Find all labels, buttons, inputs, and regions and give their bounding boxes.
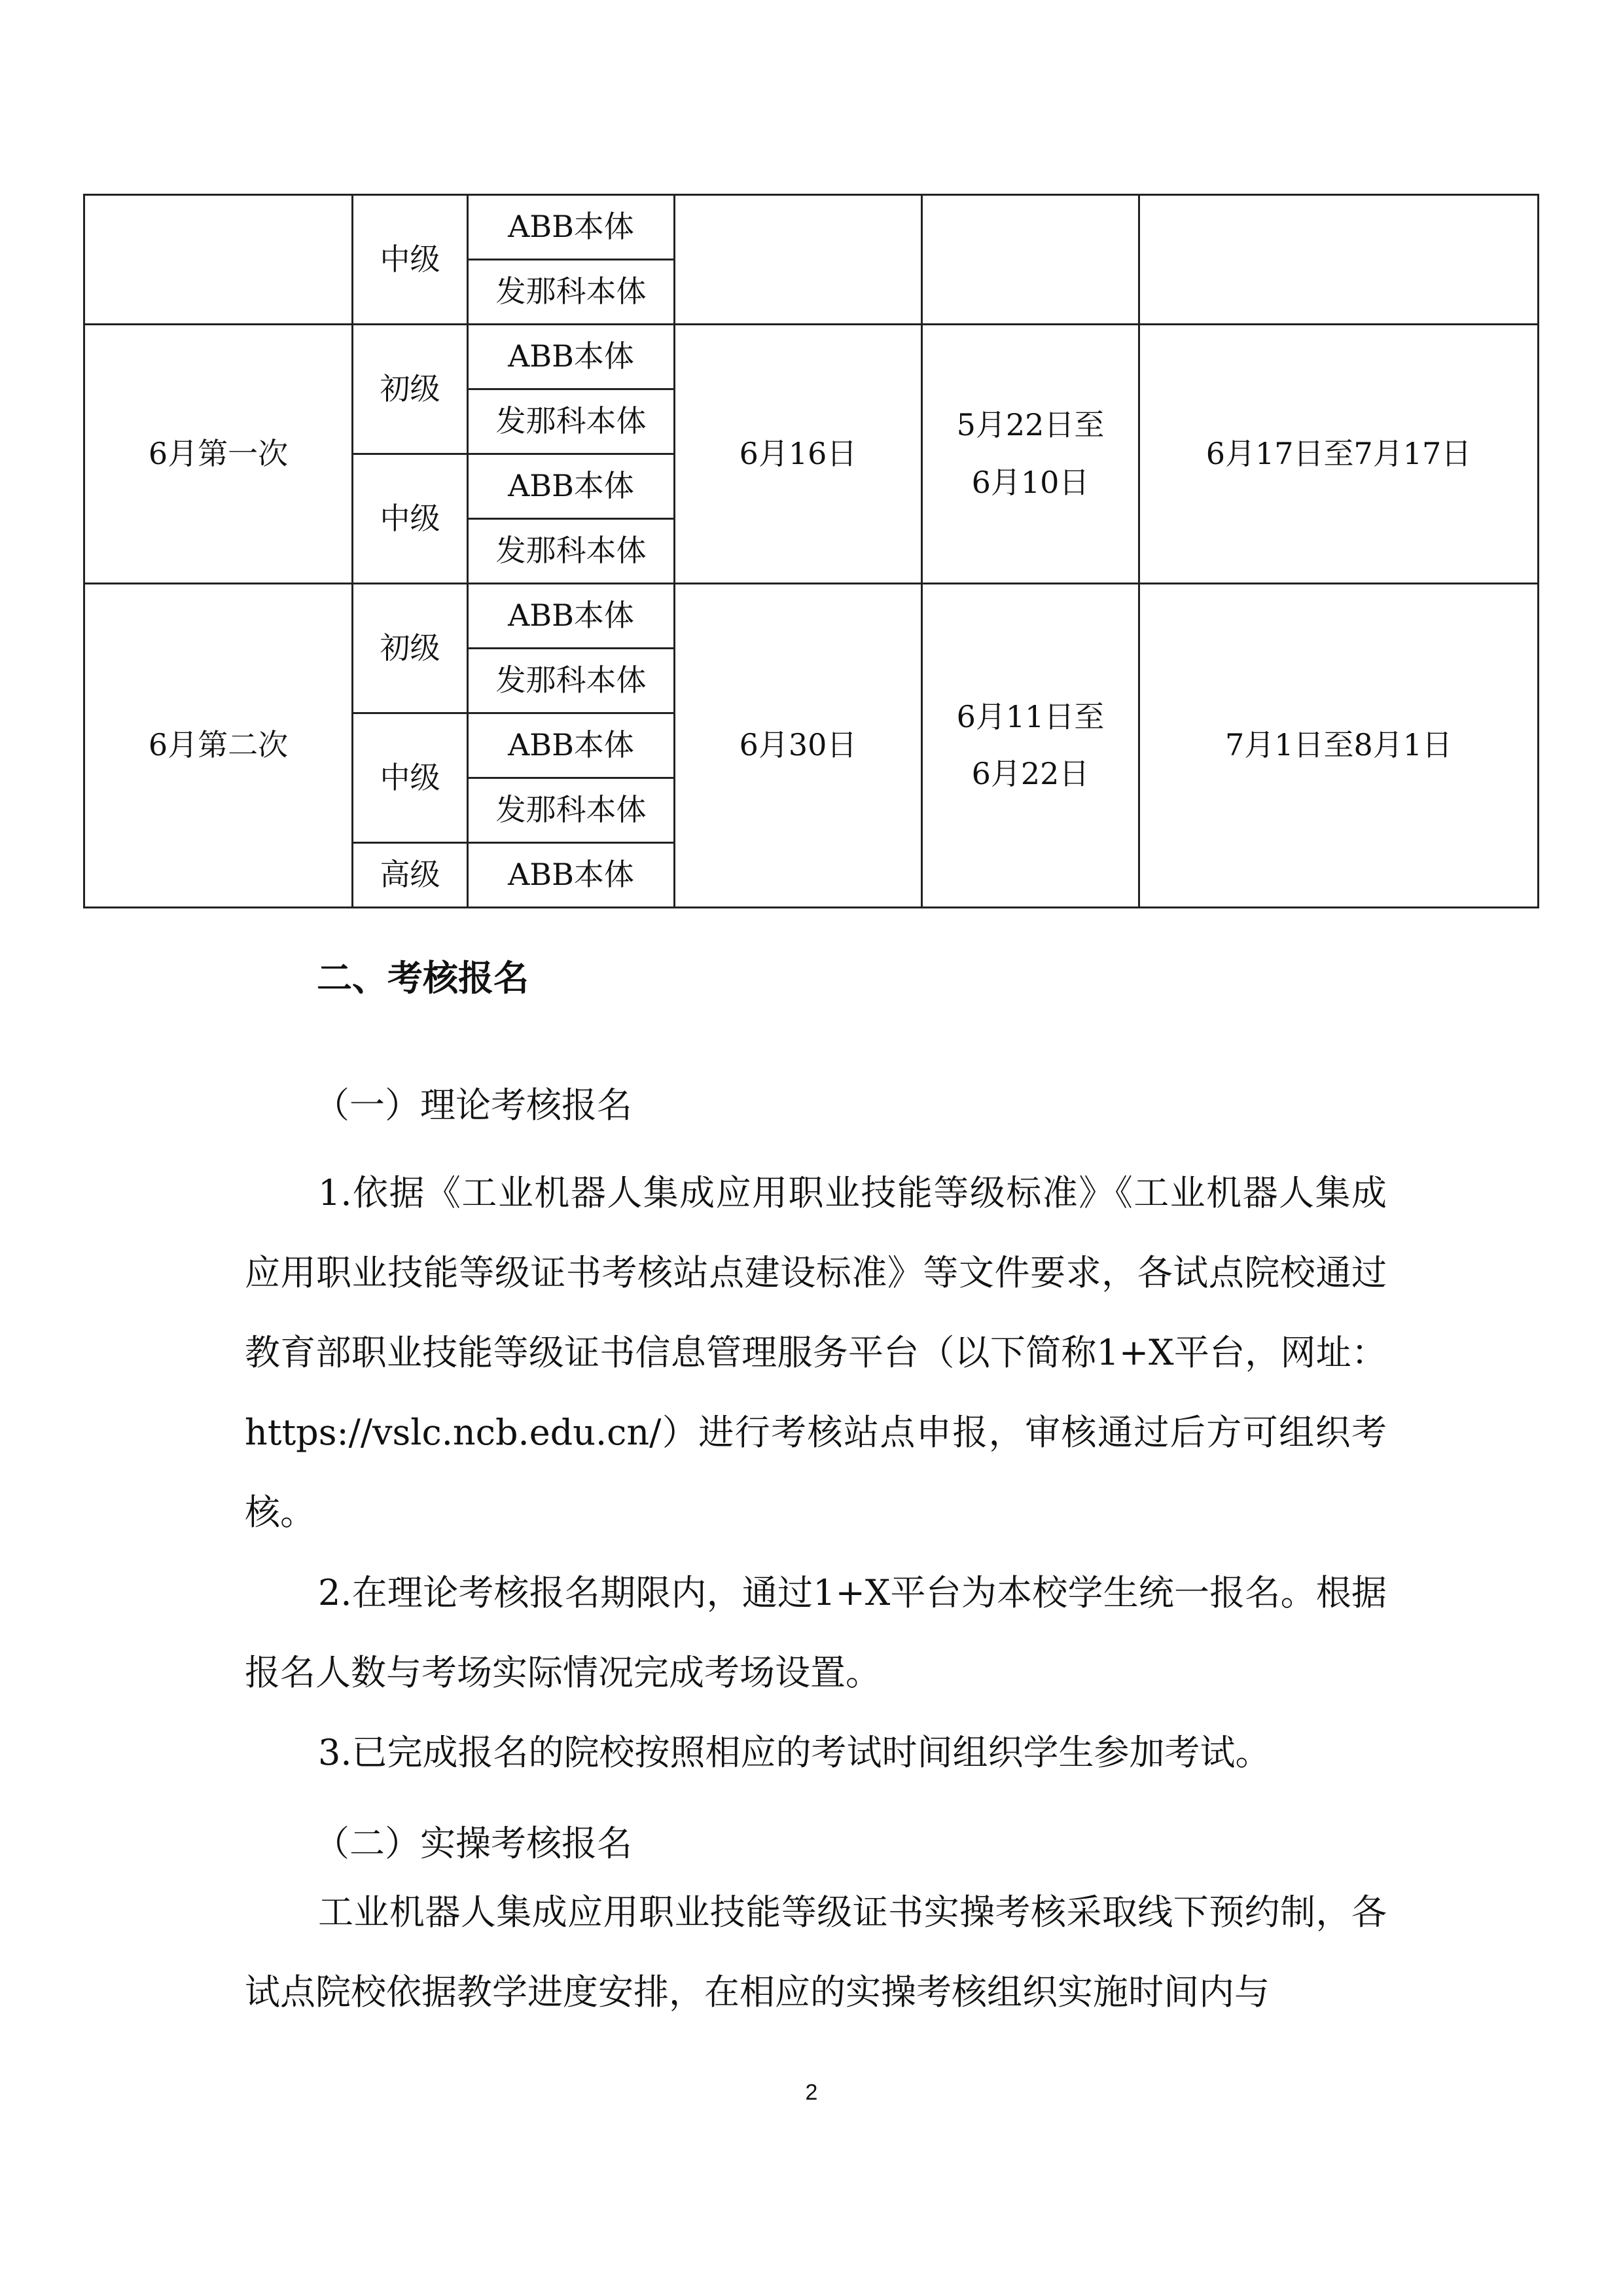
batch-cell: 6月第二次 [84, 584, 353, 908]
registration-end: 6月22日 [971, 756, 1090, 791]
paragraph-1: 1.依据《工业机器人集成应用职业技能等级标准》《工业机器人集成应用职业技能等级证书考核站点建设标准》等文件要求，各试点院校通过教育部职业技能等级证书信息管理服务平台（以下简称1+X平台，网址：https://vslc.ncb.edu.cn/）进行考核站点申报，审核通过后方可组织考核。 [245, 1172, 1387, 1533]
theory-date-cell [675, 195, 922, 325]
batch-cell: 6月第一次 [84, 325, 353, 584]
registration-period-cell [922, 325, 1139, 584]
schedule-table [83, 194, 1539, 908]
table-row [84, 584, 1539, 649]
subsection-theory-title: （一）理论考核报名 [314, 1085, 632, 1126]
paragraph-3: 3.已完成报名的院校按照相应的考试时间组织学生参加考试。 [318, 1732, 1271, 1773]
theory-date-cell: 6月30日 [675, 584, 922, 908]
model-cell: ABB本体 [468, 195, 675, 260]
level-cell: 中级 [353, 454, 468, 584]
registration-period-cell [922, 195, 1139, 325]
model-cell: 发那科本体 [468, 649, 675, 713]
table-row [84, 195, 1539, 260]
model-cell: ABB本体 [468, 584, 675, 649]
practical-period-cell: 6月17日至7月17日 [1139, 325, 1539, 584]
page-number: 2 [805, 2080, 818, 2105]
model-cell: 发那科本体 [468, 519, 675, 584]
model-cell: ABB本体 [468, 325, 675, 389]
registration-end: 6月10日 [971, 464, 1090, 500]
model-cell: ABB本体 [468, 454, 675, 519]
theory-date-cell: 6月16日 [675, 325, 922, 584]
level-cell: 高级 [353, 843, 468, 908]
practical-period-cell [1139, 195, 1539, 325]
registration-period-cell [922, 584, 1139, 908]
level-cell: 中级 [353, 195, 468, 325]
registration-start: 5月22日至 [956, 407, 1105, 443]
model-cell: ABB本体 [468, 843, 675, 908]
level-cell: 初级 [353, 325, 468, 454]
paragraph-2: 2.在理论考核报名期限内，通过1+X平台为本校学生统一报名。根据报名人数与考场实际情况完成考场设置。 [245, 1572, 1387, 1693]
subsection-practical-title: （二）实操考核报名 [314, 1823, 632, 1864]
level-cell: 中级 [353, 713, 468, 843]
practical-period-cell: 7月1日至8月1日 [1139, 584, 1539, 908]
model-cell: 发那科本体 [468, 260, 675, 325]
paragraph-4: 工业机器人集成应用职业技能等级证书实操考核采取线下预约制，各试点院校依据教学进度安排，在相应的实操考核组织实施时间内与 [245, 1892, 1387, 2013]
registration-start: 6月11日至 [956, 698, 1105, 734]
batch-cell [84, 195, 353, 325]
model-cell: 发那科本体 [468, 389, 675, 454]
level-cell: 初级 [353, 584, 468, 713]
section-title: 二、考核报名 [317, 958, 529, 999]
model-cell: 发那科本体 [468, 778, 675, 843]
table-row [84, 325, 1539, 389]
model-cell: ABB本体 [468, 713, 675, 778]
